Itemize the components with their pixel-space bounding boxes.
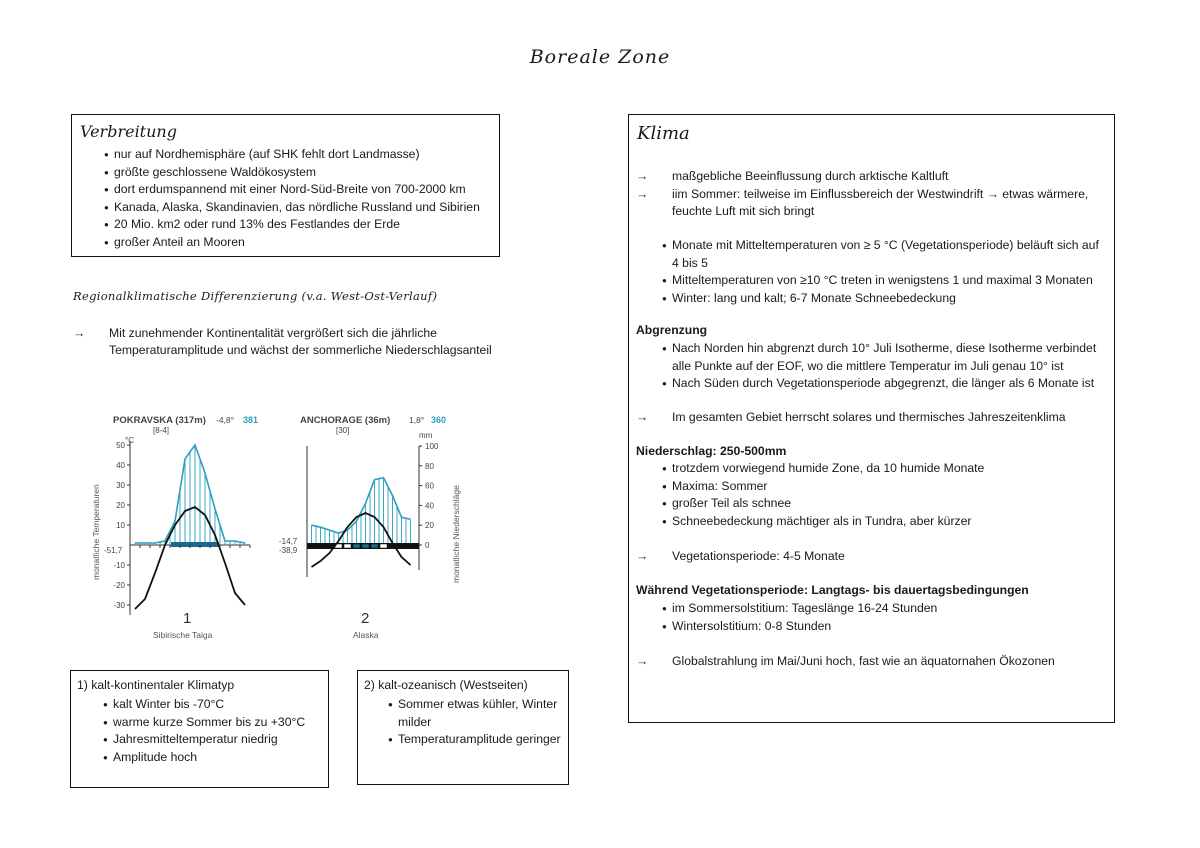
climate-charts bbox=[85, 405, 475, 645]
klima-list-1 bbox=[662, 237, 1107, 307]
klima-heading: Klima bbox=[637, 123, 690, 144]
abgrenzung-heading: Abgrenzung bbox=[636, 323, 708, 337]
chart2-season-segment bbox=[371, 544, 378, 548]
chart2-tick-label: 100 bbox=[425, 442, 439, 451]
arrow-icon: → bbox=[636, 654, 649, 668]
klima-arrow-row bbox=[636, 653, 1055, 670]
list-item: ● größte geschlossene Waldökosystem bbox=[104, 164, 494, 182]
chart1-title: POKRAVSKA (317m) bbox=[113, 415, 206, 426]
type1-heading: 1) kalt-kontinentaler Klimatyp bbox=[77, 678, 235, 692]
chart2-precip-total: 360 bbox=[431, 415, 447, 425]
list-item: ● im Sommersolstitium: Tageslänge 16-24 Stunden bbox=[662, 600, 1107, 618]
chart2-season-segment bbox=[344, 544, 351, 548]
regional-heading: Regionalklimatische Differenzierung (v.a. West-Ost-Verlauf) bbox=[73, 289, 438, 303]
chart1-tick-label: -10 bbox=[113, 561, 125, 570]
list-item: ● 20 Mio. km2 oder rund 13% des Festlandes der Erde bbox=[104, 216, 494, 234]
list-item: ● dort erdumspannend mit einer Nord-Süd-Breite von 700-2000 km bbox=[104, 181, 494, 199]
chart1-caption: Sibirische Taiga bbox=[153, 630, 213, 640]
list-item: ● kalt Winter bis -70°C bbox=[103, 696, 323, 714]
list-item: ● Kanada, Alaska, Skandinavien, das nördliche Russland und Sibirien bbox=[104, 199, 494, 217]
chart2-number: 2 bbox=[361, 610, 370, 627]
abgrenzung-list bbox=[662, 340, 1107, 393]
chart1-tick-label: 50 bbox=[116, 441, 125, 450]
list-item: ● Nach Süden durch Vegetationsperiode abgegrenzt, die länger als 6 Monate ist bbox=[662, 375, 1107, 393]
list-item: ● Mitteltemperaturen von ≥10 °C treten in wenigstens 1 und maximal 3 Monaten bbox=[662, 272, 1107, 290]
list-item: ● großer Teil als schnee bbox=[662, 495, 1107, 513]
klima-arrow-row bbox=[636, 168, 948, 185]
arrow-icon: → bbox=[73, 326, 86, 340]
type1-box bbox=[70, 670, 329, 788]
chart2-tick-label: 20 bbox=[425, 521, 434, 531]
klima-text: maßgebliche Beeinflussung durch arktische Kaltluft bbox=[672, 169, 949, 183]
klima-text: Vegetationsperiode: 4-5 Monate bbox=[672, 549, 845, 563]
chart2-tick-label: 40 bbox=[425, 501, 434, 511]
klima-arrow-row bbox=[636, 409, 1066, 426]
chart1-season-bar bbox=[171, 542, 219, 547]
chart1-extreme: -51,7 bbox=[104, 546, 123, 555]
klima-arrow-row bbox=[636, 548, 845, 565]
chart1-tick-label: 10 bbox=[116, 521, 125, 530]
list-item: ● Monate mit Mitteltemperaturen von ≥ 5 °C (Vegetationsperiode) beläuft sich auf 4 bis 5 bbox=[662, 237, 1107, 272]
veg-heading: Während Vegetationsperiode: Langtags- bis dauertagsbedingungen bbox=[636, 583, 1029, 597]
regional-arrow-row bbox=[73, 325, 492, 358]
niederschlag-list bbox=[662, 460, 1107, 530]
regional-text-line: Temperaturamplitude und wächst der sommerliche Niederschlagsanteil bbox=[109, 342, 492, 357]
chart2-title: ANCHORAGE (36m) bbox=[300, 415, 391, 426]
chart2-mean-temp: 1,8° bbox=[409, 415, 425, 425]
list-item: ● trotzdem vorwiegend humide Zone, da 10 humide Monate bbox=[662, 460, 1107, 478]
type2-heading: 2) kalt-ozeanisch (Westseiten) bbox=[364, 678, 528, 692]
klima-arrow-row bbox=[636, 186, 1088, 219]
chart2-season-segment bbox=[353, 544, 360, 548]
list-item: ● Temperaturamplitude geringer bbox=[388, 731, 563, 749]
chart2-extreme-2: -38,9 bbox=[279, 546, 298, 555]
list-item: ● Wintersolstitium: 0-8 Stunden bbox=[662, 618, 1107, 636]
list-item: ● Maxima: Sommer bbox=[662, 478, 1107, 496]
regional-text bbox=[109, 325, 492, 358]
list-item: ● Jahresmitteltemperatur niedrig bbox=[103, 731, 323, 749]
chart1-ylabel: monatliche Temperaturen bbox=[91, 484, 101, 580]
chart2-tick-label: 0 bbox=[425, 541, 430, 550]
type1-list bbox=[103, 696, 323, 766]
chart2-yticks bbox=[425, 442, 439, 550]
type2-list bbox=[388, 696, 563, 749]
chart2-tick-label: 60 bbox=[425, 481, 434, 491]
chart2-extreme-1: -14,7 bbox=[279, 537, 298, 546]
chart2-subtitle: [30] bbox=[336, 426, 350, 435]
chart1-tick-label: 40 bbox=[116, 461, 125, 470]
chart2-season-segment bbox=[380, 544, 387, 548]
arrow-icon: → bbox=[636, 169, 649, 183]
klima-text-line: iim Sommer: teilweise im Einflussbereich der Westwindrift → etwas wärmere, bbox=[672, 187, 1089, 201]
klima-text: Globalstrahlung im Mai/Juni hoch, fast wie an äquatornahen Ökozonen bbox=[672, 654, 1055, 668]
page-title: Boreale Zone bbox=[529, 46, 671, 68]
chart1-yticks bbox=[113, 441, 125, 610]
chart1-tick-label: -30 bbox=[113, 601, 125, 610]
verbreitung-box bbox=[71, 114, 500, 257]
chart2-plot bbox=[307, 446, 422, 577]
chart1-tick-label: -20 bbox=[113, 581, 125, 590]
list-item: ● Schneebedeckung mächtiger als in Tundra, aber kürzer bbox=[662, 513, 1107, 531]
chart2-season-segment bbox=[362, 544, 369, 548]
verbreitung-list bbox=[104, 146, 494, 251]
chart1-tick-label: 20 bbox=[116, 501, 125, 510]
chart1-unit: °C bbox=[125, 436, 134, 445]
chart2-unit: mm bbox=[419, 431, 433, 440]
chart1-mean-temp: -4,8° bbox=[216, 415, 235, 425]
niederschlag-heading: Niederschlag: 250-500mm bbox=[636, 444, 787, 458]
chart1-precip-total: 381 bbox=[243, 415, 259, 425]
chart2-tick-label: 80 bbox=[425, 461, 434, 471]
list-item: ● Sommer etwas kühler, Winter milder bbox=[388, 696, 563, 731]
klima-box bbox=[628, 114, 1115, 723]
list-item: ● Winter: lang und kalt; 6-7 Monate Schneebedeckung bbox=[662, 290, 1107, 308]
klima-text-line: feuchte Luft mit sich bringt bbox=[672, 203, 815, 218]
veg-list bbox=[662, 600, 1107, 635]
list-item: ● großer Anteil an Mooren bbox=[104, 234, 494, 252]
chart2-ylabel: monatliche Niederschläge bbox=[451, 485, 461, 583]
chart2-caption: Alaska bbox=[353, 630, 379, 640]
list-item: ● Nach Norden hin abgrenzt durch 10° Juli Isotherme, diese Isotherme verbindet alle Punkte auf der EOF, wo die mittlere Temperatur im Juli genau 10° ist bbox=[662, 340, 1107, 375]
chart1-subtitle: [8-4] bbox=[153, 426, 170, 435]
list-item: ● warme kurze Sommer bis zu +30°C bbox=[103, 714, 323, 732]
chart1-tick-label: 30 bbox=[116, 481, 125, 490]
chart1-plot bbox=[127, 441, 250, 615]
type2-box bbox=[357, 670, 569, 785]
arrow-icon: → bbox=[636, 187, 649, 201]
klima-text: Im gesamten Gebiet herrscht solares und thermisches Jahreszeitenklima bbox=[672, 410, 1066, 424]
verbreitung-heading: Verbreitung bbox=[80, 122, 177, 141]
arrow-icon: → bbox=[636, 549, 649, 563]
arrow-icon: → bbox=[636, 410, 649, 424]
list-item: ● nur auf Nordhemisphäre (auf SHK fehlt dort Landmasse) bbox=[104, 146, 494, 164]
regional-text-line: Mit zunehmender Kontinentalität vergrößert sich die jährliche bbox=[109, 326, 437, 340]
klima-text bbox=[672, 186, 1088, 219]
list-item: ● Amplitude hoch bbox=[103, 749, 323, 767]
chart1-number: 1 bbox=[183, 610, 192, 627]
